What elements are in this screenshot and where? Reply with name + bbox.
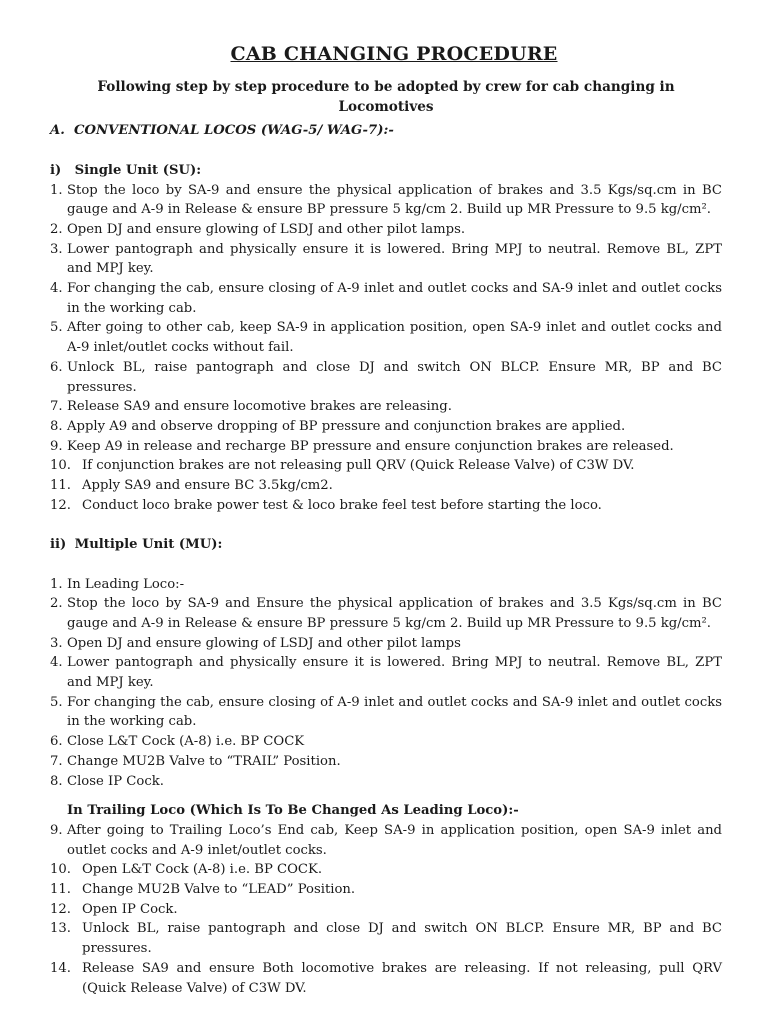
list-item bbox=[50, 594, 722, 633]
list-item bbox=[50, 959, 722, 998]
step-number: 1. bbox=[50, 182, 63, 198]
trailing-loco-heading: In Trailing Loco (Which Is To Be Changed As Leading Loco):- bbox=[67, 803, 519, 819]
step-text: Lower pantograph and physically ensure it is lowered. Bring MPJ to neutral. Remove BL, ZPT and MPJ key. bbox=[67, 655, 722, 691]
subsection-title: Single Unit (SU): bbox=[74, 162, 202, 178]
list-item bbox=[50, 880, 722, 900]
step-text: Unlock BL, raise pantograph and close DJ and switch ON BLCP. Ensure MR, BP and BC pressures. bbox=[67, 359, 722, 395]
step-text: Unlock BL, raise pantograph and close DJ and switch ON BLCP. Ensure MR, BP and BC pressures. bbox=[82, 921, 722, 957]
step-text: Lower pantograph and physically ensure it is lowered. Bring MPJ to neutral. Remove BL, ZPT and MPJ key. bbox=[67, 241, 722, 277]
step-number: 13. bbox=[50, 921, 71, 937]
list-item bbox=[50, 634, 722, 654]
step-number: 12. bbox=[50, 901, 71, 917]
step-number: 10. bbox=[50, 862, 71, 878]
step-text: After going to Trailing Loco’s End cab, Keep SA-9 in application position, open SA-9 inlet and outlet cocks and A-9 inlet/outlet cocks. bbox=[67, 822, 722, 858]
list-item bbox=[50, 653, 722, 692]
step-number: 10. bbox=[50, 458, 71, 474]
list-item bbox=[50, 732, 722, 752]
step-number: 7. bbox=[50, 399, 63, 415]
list-item bbox=[50, 752, 722, 772]
step-number: 9. bbox=[50, 438, 63, 454]
list-item bbox=[50, 900, 722, 920]
list-item bbox=[50, 772, 722, 792]
list-item bbox=[50, 318, 722, 357]
step-text: Conduct loco brake power test & loco brake feel test before starting the loco. bbox=[82, 497, 602, 513]
step-number: 8. bbox=[50, 773, 63, 789]
list-item bbox=[50, 181, 722, 220]
multiple-unit-steps bbox=[50, 575, 722, 792]
step-text: After going to other cab, keep SA-9 in application position, open SA-9 inlet and outlet cocks and A-9 inlet/outlet cocks without fail. bbox=[67, 320, 722, 356]
list-item bbox=[50, 456, 722, 476]
step-text: Stop the loco by SA-9 and Ensure the physical application of brakes and 3.5 Kgs/sq.cm in BC gauge and A-9 in Release & ensure BP pressure 5 kg/cm 2. Build up MR Pressure to 9.5 kg/cm². bbox=[67, 596, 722, 631]
list-item bbox=[50, 496, 722, 516]
step-text: For changing the cab, ensure closing of A-9 inlet and outlet cocks and SA-9 inlet and outlet cocks in the working cab. bbox=[67, 694, 722, 730]
step-text: Change MU2B Valve to “TRAIL” Position. bbox=[67, 753, 341, 769]
step-text: Release SA9 and ensure locomotive brakes are releasing. bbox=[67, 399, 452, 415]
list-item bbox=[50, 397, 722, 417]
step-text: Stop the loco by SA-9 and ensure the physical application of brakes and 3.5 Kgs/sq.cm in BC gauge and A-9 in Release & ensure BP pressure 5 kg/cm 2. Build up MR Pressure to 9.5 kg/cm². bbox=[67, 182, 722, 218]
list-item bbox=[50, 919, 722, 958]
step-number: 5. bbox=[50, 320, 63, 336]
list-item bbox=[50, 417, 722, 437]
page-title: CAB CHANGING PROCEDURE bbox=[230, 43, 558, 65]
step-number: 1. bbox=[50, 576, 63, 592]
section-letter: A. bbox=[50, 123, 65, 139]
list-item bbox=[50, 279, 722, 318]
step-number: 3. bbox=[50, 241, 63, 257]
step-text: Close L&T Cock (A-8) i.e. BP COCK bbox=[67, 734, 305, 750]
step-text: In Leading Loco:- bbox=[67, 576, 185, 592]
step-text: Apply SA9 and ensure BC 3.5kg/cm2. bbox=[82, 478, 333, 494]
step-number: 6. bbox=[50, 734, 63, 750]
list-item bbox=[50, 821, 722, 860]
subsection-heading-single-unit bbox=[50, 161, 722, 181]
subsection-heading-multiple-unit bbox=[50, 535, 722, 555]
step-text: Apply A9 and observe dropping of BP pressure and conjunction brakes are applied. bbox=[67, 418, 626, 434]
list-item bbox=[50, 575, 722, 595]
step-text: Close IP Cock. bbox=[67, 773, 164, 789]
list-item bbox=[50, 240, 722, 279]
step-number: 11. bbox=[50, 478, 71, 494]
list-item bbox=[50, 860, 722, 880]
section-text: CONVENTIONAL LOCOS (WAG-5/ WAG-7):- bbox=[74, 123, 394, 139]
list-item bbox=[50, 358, 722, 397]
step-number: 2. bbox=[50, 221, 63, 237]
list-item bbox=[50, 476, 722, 496]
step-number: 5. bbox=[50, 694, 63, 710]
section-heading-conventional-locos bbox=[50, 121, 722, 141]
step-number: 12. bbox=[50, 497, 71, 513]
list-item bbox=[50, 693, 722, 732]
step-text: Change MU2B Valve to “LEAD” Position. bbox=[82, 882, 356, 898]
step-text: Open DJ and ensure glowing of LSDJ and other pilot lamps bbox=[67, 635, 461, 651]
list-item bbox=[50, 220, 722, 240]
step-number: 6. bbox=[50, 359, 63, 375]
step-text: Open IP Cock. bbox=[82, 901, 178, 917]
single-unit-steps bbox=[50, 181, 722, 516]
step-number: 2. bbox=[50, 596, 63, 612]
step-number: 14. bbox=[50, 960, 71, 976]
page-subtitle: Following step by step procedure to be adopted by crew for cab changing in Locomotives bbox=[97, 79, 675, 115]
step-number: 9. bbox=[50, 822, 63, 838]
step-text: If conjunction brakes are not releasing pull QRV (Quick Release Valve) of C3W DV. bbox=[82, 458, 635, 474]
step-number: 3. bbox=[50, 635, 63, 651]
step-number: 7. bbox=[50, 753, 63, 769]
subsection-title: Multiple Unit (MU): bbox=[74, 537, 223, 553]
step-text: Release SA9 and ensure Both locomotive brakes are releasing. If not releasing, pull QRV (Quick Release Valve) of C3W DV. bbox=[82, 960, 722, 996]
step-number: 11. bbox=[50, 882, 71, 898]
step-number: 4. bbox=[50, 655, 63, 671]
step-text: Open L&T Cock (A-8) i.e. BP COCK. bbox=[82, 862, 323, 878]
step-text: Keep A9 in release and recharge BP pressure and ensure conjunction brakes are released. bbox=[67, 438, 674, 454]
step-number: 8. bbox=[50, 418, 63, 434]
subsection-number: ii) bbox=[50, 537, 67, 553]
list-item bbox=[50, 437, 722, 457]
subsection-number: i) bbox=[50, 162, 62, 178]
step-text: For changing the cab, ensure closing of A-9 inlet and outlet cocks and SA-9 inlet and outlet cocks in the working cab. bbox=[67, 281, 722, 316]
step-text: Open DJ and ensure glowing of LSDJ and other pilot lamps. bbox=[67, 221, 466, 237]
step-number: 4. bbox=[50, 281, 63, 297]
trailing-loco-steps bbox=[50, 821, 722, 998]
